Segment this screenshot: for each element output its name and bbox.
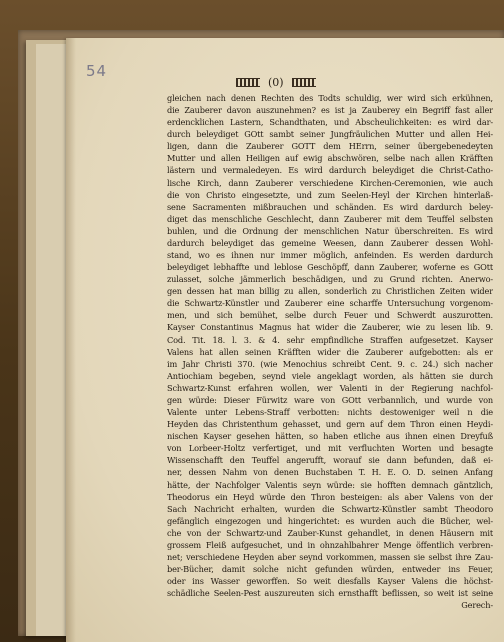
text-line: stand, wo es ihnen nur immer möglich, anfeinden. Es werden dardurch bbox=[167, 250, 493, 261]
text-line: ber-Bücher, damit solche nicht gefunden würden, entweder ins Feuer, bbox=[167, 564, 493, 575]
text-line: net; verschiedene Heyden aber seynd vorkommen, massen sie selbst ihre Zau- bbox=[167, 551, 493, 562]
text-line: lische Kirch, dann Zauberer verschiedene Kirchen-Ceremonien, wie auch bbox=[167, 177, 493, 188]
text-line: durch beleydiget GOtt sambt seiner Jungfräulichen Mutter und allen Hei- bbox=[167, 129, 493, 140]
text-line: die von Christo eingesetzte, und zum Seelen-Heyl der Kirchen hinterlaß- bbox=[167, 189, 493, 200]
text-line: buhlen, und die Ordnung der menschlichen Natur überschreiten. Es wird bbox=[167, 225, 493, 236]
page-header bbox=[236, 76, 316, 89]
text-line: men, und sich bemühet, selbe durch Feuer und Schwerdt auszurotten. bbox=[167, 310, 493, 321]
text-line: gleichen nach denen Rechten des Todts schuldig, wer wird sich erkühnen, bbox=[167, 93, 493, 103]
text-line: gen dessen hat man billig zu allen, sonderlich zu Christlichen Zeiten wider bbox=[167, 286, 493, 297]
text-line: oder ins Wasser geworffen. So weit diesfalls Kayser Valens die höchst- bbox=[167, 576, 493, 587]
text-line: Antiochiam begeben, seynd viele angeklagt worden, als hätten sie durch bbox=[167, 370, 493, 381]
text-line: lästern und vermaledeyen. Es wird dardurch beleydiget die Christ-Catho- bbox=[167, 165, 493, 176]
text-line: gen würde: Dieser Fürwitz ware von GOtt verbannlich, und wurde von bbox=[167, 394, 493, 405]
text-line: beleydiget lebhaffte und leblose Geschöpff, dann Zauberer, woferne es GOtt bbox=[167, 262, 493, 273]
text-line: Gerech- bbox=[461, 600, 493, 611]
text-line: sene Sacramenten mißbrauchen und schänden. Es wird dardurch beley- bbox=[167, 201, 493, 212]
text-line: gefänglich eingezogen und hingerichtet: es wurden auch die Bücher, wel- bbox=[167, 515, 493, 526]
text-line: Theodorus ein Heyd würde den Thron besteigen: als aber Valens von der bbox=[167, 491, 493, 502]
text-line: Schwartz-Kunst erfahren wollen, wer Valenti in der Regierung nachfol- bbox=[167, 382, 493, 393]
text-line: dardurch beleydiget das gemeine Weesen, dann Zauberer dessen Wohl- bbox=[167, 237, 493, 248]
page-gutter-shadow bbox=[66, 38, 76, 642]
text-line: Sach Nachricht erhalten, wurden die Schwartz-Künstler sambt Theodoro bbox=[167, 503, 493, 514]
text-line: die Zauberer davon auszunehmen? es ist ja Zauberey ein Begriff fast aller bbox=[167, 105, 493, 116]
text-line: die Schwartz-Künstler und Zauberer eine scharffe Untersuchung vorgenom- bbox=[167, 298, 493, 309]
text-line: zulasset, solche jämmerlich beschädigen, und zu Grund richten. Anerwo- bbox=[167, 274, 493, 285]
text-line: schädliche Seelen-Pest auszureuten sich ernsthafft beflissen, so weit ist seine bbox=[167, 588, 493, 599]
text-line: Cod. Tit. 18. l. 3. & 4. sehr empfindliche Straffen aufgesetzet. Kayser bbox=[167, 334, 493, 345]
text-line: erdencklichen Lastern, Schandthaten, und Abscheulichkeiten: es wird dar- bbox=[167, 117, 493, 128]
handwritten-page-number: 54 bbox=[86, 62, 108, 80]
text-line: hätte, der Nachfolger Valentis seyn würde: sie hofften demnach gäntzlich, bbox=[167, 479, 493, 490]
text-line: che von der Schwartz-und Zauber-Kunst gehandlet, in denen Häusern mit bbox=[167, 527, 493, 538]
right-ornament-icon bbox=[292, 78, 316, 87]
text-line: im Jahr Christi 370. (wie Menochius schreibt Cent. 9. c. 24.) sich nacher bbox=[167, 358, 493, 369]
text-line: nischen Kayser gesehen hätten, so haben etliche aus ihnen einen Dreyfuß bbox=[167, 431, 493, 442]
text-line: Mutter und allen Heiligen auf ewig abschwören, selbe nach allen Kräfften bbox=[167, 153, 493, 164]
body-text bbox=[167, 92, 493, 611]
text-line: Valente unter Lebens-Straff verbotten: nichts destoweniger weil n die bbox=[167, 407, 493, 418]
text-line: Kayser Constantinus Magnus hat wider die Zauberer, wie zu lesen lib. 9. bbox=[167, 322, 493, 333]
header-number: (0) bbox=[268, 76, 284, 89]
left-ornament-icon bbox=[236, 78, 260, 87]
text-line: ner, dessen Nahm von denen Buchstaben T. H. E. O. D. seinen Anfang bbox=[167, 467, 493, 478]
text-line: ligen, dann die Zauberer GOTT dem HErrn, seiner übergebenedeyten bbox=[167, 141, 493, 152]
text-line: Valens hat allen seinen Kräfften wider die Zauberer aufgebotten: als er bbox=[167, 346, 493, 357]
text-line: Heyden das Christenthum gehasset, und gern auf dem Thron einen Heydi- bbox=[167, 419, 493, 430]
text-line: von Lorbeer-Holtz verfertiget, und mit verfluchten Worten und besagte bbox=[167, 443, 493, 454]
text-line: diget das menschliche Geschlecht, dann Zauberer mit dem Teuffel selbsten bbox=[167, 213, 493, 224]
text-line: Wissenschafft den Teuffel angerufft, worauf sie dann befunden, daß ei- bbox=[167, 455, 493, 466]
text-line: grossem Fleiß aufgesuchet, und in ohnzahlbahrer Menge öffentlich verbren- bbox=[167, 539, 493, 550]
